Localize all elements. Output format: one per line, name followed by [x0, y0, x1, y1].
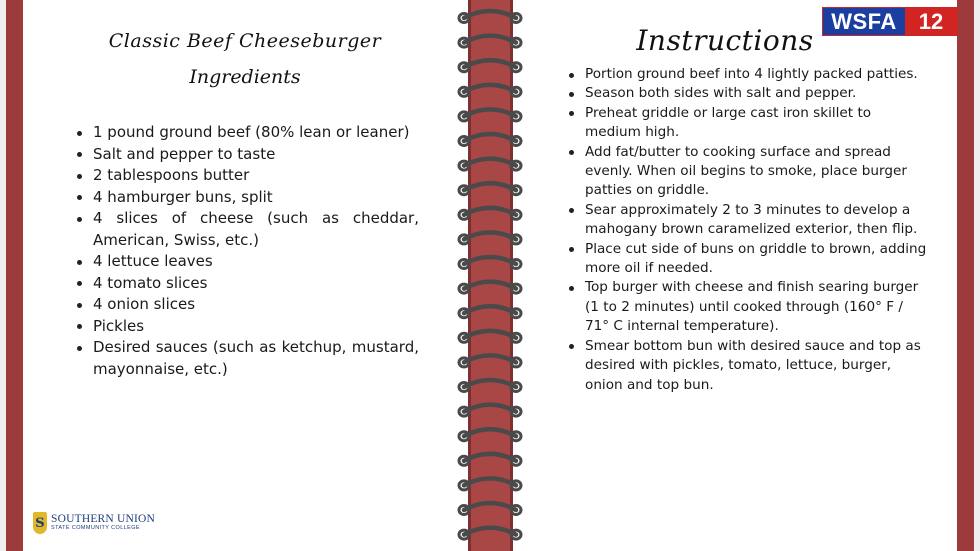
- ingredient-item: 4 slices of cheese (such as cheddar, American, Swiss, etc.): [77, 208, 419, 251]
- ingredient-item: 4 tomato slices: [77, 273, 419, 295]
- binding-ring: [459, 257, 521, 269]
- college-wordmark: [51, 514, 155, 532]
- binding-ring: [459, 282, 521, 294]
- binding-ring: [459, 528, 521, 540]
- binding-ring: [459, 355, 521, 367]
- instruction-item: Portion ground beef into 4 lightly packed patties.: [569, 65, 929, 84]
- binding-ring: [459, 134, 521, 146]
- college-shield-icon: S: [33, 512, 47, 534]
- instruction-item: Place cut side of buns on griddle to brown, adding more oil if needed.: [569, 240, 929, 279]
- college-name: SOUTHERN UNION: [51, 513, 156, 525]
- instruction-item: Preheat griddle or large cast iron skillet to medium high.: [569, 104, 929, 143]
- instruction-item: Add fat/butter to cooking surface and spread evenly. When oil begins to smoke, place burger patties on griddle.: [569, 143, 929, 201]
- instruction-item: Season both sides with salt and pepper.: [569, 84, 929, 103]
- binding-ring: [459, 503, 521, 515]
- left-page-border: [6, 0, 23, 551]
- binding-ring: [459, 85, 521, 97]
- ingredient-item: 4 onion slices: [77, 294, 419, 316]
- binding-ring: [459, 109, 521, 121]
- ingredient-item: 4 lettuce leaves: [77, 251, 419, 273]
- ingredient-item: 4 hamburger buns, split: [77, 187, 419, 209]
- binding-ring: [459, 429, 521, 441]
- college-tagline: STATE COMMUNITY COLLEGE: [51, 525, 140, 531]
- instruction-item: Sear approximately 2 to 3 minutes to develop a mahogany brown caramelized exterior, then flip.: [569, 201, 929, 240]
- binding-ring: [459, 331, 521, 343]
- ingredients-list: [77, 122, 419, 380]
- instruction-item: Top burger with cheese and finish searing burger (1 to 2 minutes) until cooked through (160° F / 71° C internal temperature).: [569, 278, 929, 336]
- station-call-letters: WSFA: [823, 8, 905, 35]
- binding-ring: [459, 183, 521, 195]
- instructions-heading: Instructions: [636, 24, 814, 57]
- binding-ring: [459, 380, 521, 392]
- ingredient-item: Pickles: [77, 316, 419, 338]
- ingredient-item: 1 pound ground beef (80% lean or leaner): [77, 122, 419, 144]
- station-channel-number: 12: [905, 8, 957, 35]
- spiral-rings-icon: [440, 0, 540, 551]
- instructions-list: [569, 65, 929, 395]
- binding-ring: [459, 208, 521, 220]
- binding-ring: [459, 232, 521, 244]
- binding-ring: [459, 478, 521, 490]
- binding-ring: [459, 11, 521, 23]
- ingredient-item: Desired sauces (such as ketchup, mustard, mayonnaise, etc.): [77, 337, 419, 380]
- recipe-title: Classic Beef Cheeseburger: [108, 30, 382, 52]
- station-logo: [822, 7, 958, 36]
- binding-ring: [459, 36, 521, 48]
- binding-ring: [459, 159, 521, 171]
- college-logo: [33, 512, 155, 534]
- instruction-item: Smear bottom bun with desired sauce and top as desired with pickles, tomato, lettuce, burger, onion and top bun.: [569, 337, 929, 395]
- ingredients-heading: Ingredients: [189, 66, 301, 88]
- ingredient-item: 2 tablespoons butter: [77, 165, 419, 187]
- binding-ring: [459, 306, 521, 318]
- right-page-border: [957, 0, 974, 551]
- ingredient-item: Salt and pepper to taste: [77, 144, 419, 166]
- binding-ring: [459, 405, 521, 417]
- binding-ring: [459, 60, 521, 72]
- binding-ring: [459, 454, 521, 466]
